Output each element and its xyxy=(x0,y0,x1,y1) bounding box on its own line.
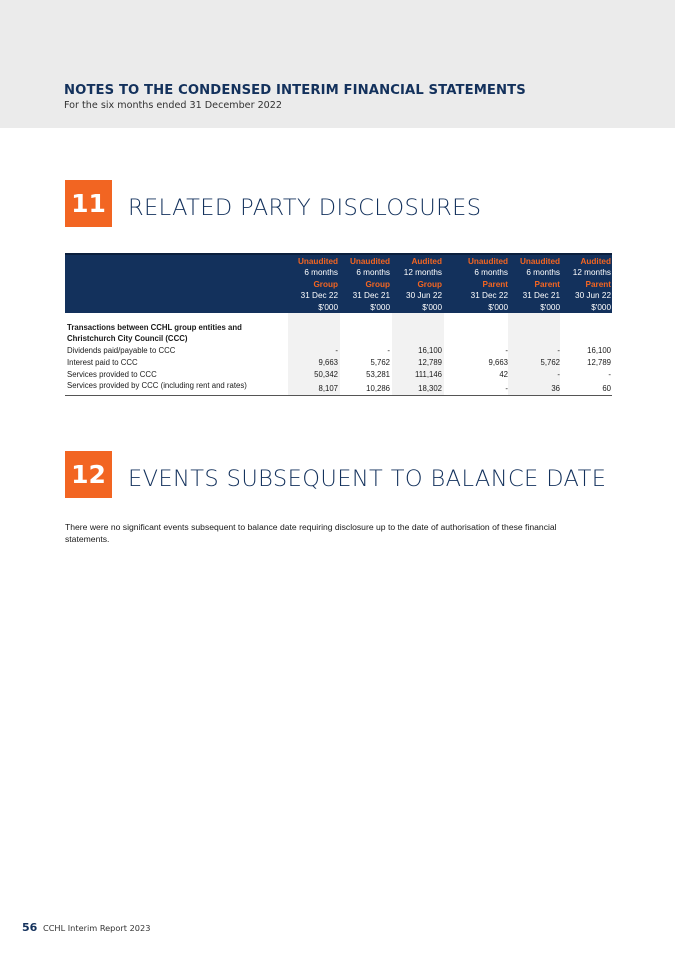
section-12-body-line2: statements. xyxy=(65,533,110,544)
table-cell: 36 xyxy=(551,384,560,393)
table-cell: 8,107 xyxy=(318,384,338,393)
col-2-period: 6 months xyxy=(356,268,390,277)
table-bottom-rule xyxy=(65,395,612,396)
table-cell: 42 xyxy=(499,370,508,379)
table-cell: 12,789 xyxy=(418,358,442,367)
table-cell: 16,100 xyxy=(418,346,442,355)
section-12-title: EVENTS SUBSEQUENT TO BALANCE DATE xyxy=(128,466,607,492)
related-party-table-header xyxy=(65,253,612,313)
table-cell: 9,663 xyxy=(488,358,508,367)
table-cell: 53,281 xyxy=(366,370,390,379)
section-12-body xyxy=(65,522,610,545)
col-3-status: Audited xyxy=(411,257,442,266)
section-12-number-badge: 12 xyxy=(65,451,112,498)
table-cell: 50,342 xyxy=(314,370,338,379)
table-cell: 18,302 xyxy=(418,384,442,393)
table-cell: 5,762 xyxy=(370,358,390,367)
table-cell: 12,789 xyxy=(587,358,611,367)
col-5-unit: $'000 xyxy=(540,303,560,312)
col-1-period: 6 months xyxy=(304,268,338,277)
col-4-date: 31 Dec 22 xyxy=(470,291,508,300)
col-6-entity: Parent xyxy=(585,280,611,289)
section-12-body-line1: There were no significant events subsequent to balance date requiring disclosure up to the date of authorisation of these financial xyxy=(65,522,557,532)
col-1-date: 31 Dec 22 xyxy=(300,291,338,300)
row-label: Services provided by CCC (including rent and rates) xyxy=(67,381,247,390)
col-5-date: 31 Dec 21 xyxy=(522,291,560,300)
report-name: CCHL Interim Report 2023 xyxy=(43,923,151,933)
table-cell: 60 xyxy=(602,384,611,393)
col-6-date: 30 Jun 22 xyxy=(575,291,611,300)
row-label: Dividends paid/payable to CCC xyxy=(67,346,176,355)
table-cell: 16,100 xyxy=(587,346,611,355)
col-1-status: Unaudited xyxy=(297,257,338,266)
table-cell: - xyxy=(608,370,611,379)
col-1-unit: $'000 xyxy=(318,303,338,312)
col-2-entity: Group xyxy=(365,280,390,289)
row-label: Services provided to CCC xyxy=(67,370,157,379)
table-cell: 5,762 xyxy=(540,358,560,367)
col-3-entity: Group xyxy=(417,280,442,289)
table-cell: - xyxy=(505,346,508,355)
col-2-unit: $'000 xyxy=(370,303,390,312)
section-11-number-badge: 11 xyxy=(65,180,112,227)
group-heading-line2: Christchurch City Council (CCC) xyxy=(67,334,188,343)
col-1-entity: Group xyxy=(313,280,338,289)
section-11-title: RELATED PARTY DISCLOSURES xyxy=(128,195,482,221)
table-cell: - xyxy=(557,346,560,355)
table-cell: - xyxy=(335,346,338,355)
col-4-status: Unaudited xyxy=(467,257,508,266)
row-label: Interest paid to CCC xyxy=(67,358,138,367)
table-cell: - xyxy=(557,370,560,379)
col-3-date: 30 Jun 22 xyxy=(406,291,442,300)
col-5-period: 6 months xyxy=(526,268,560,277)
col-5-entity: Parent xyxy=(534,280,560,289)
table-cell: 111,146 xyxy=(414,370,442,379)
col-3-period: 12 months xyxy=(403,268,442,277)
col-4-unit: $'000 xyxy=(488,303,508,312)
col-2-status: Unaudited xyxy=(349,257,390,266)
col-2-date: 31 Dec 21 xyxy=(352,291,390,300)
col-4-entity: Parent xyxy=(482,280,508,289)
col-4-period: 6 months xyxy=(474,268,508,277)
table-cell: - xyxy=(505,384,508,393)
col-5-status: Unaudited xyxy=(519,257,560,266)
col-6-status: Audited xyxy=(580,257,611,266)
page-number: 56 xyxy=(22,921,38,934)
page-title: NOTES TO THE CONDENSED INTERIM FINANCIAL STATEMENTS xyxy=(64,83,526,98)
col-6-unit: $'000 xyxy=(591,303,611,312)
col-3-unit: $'000 xyxy=(422,303,442,312)
table-cell: 9,663 xyxy=(318,358,338,367)
table-cell: - xyxy=(387,346,390,355)
table-cell: 10,286 xyxy=(366,384,390,393)
col-6-period: 12 months xyxy=(572,268,611,277)
group-heading-line1: Transactions between CCHL group entities and xyxy=(67,323,242,332)
page-subtitle: For the six months ended 31 December 2022 xyxy=(64,100,282,111)
